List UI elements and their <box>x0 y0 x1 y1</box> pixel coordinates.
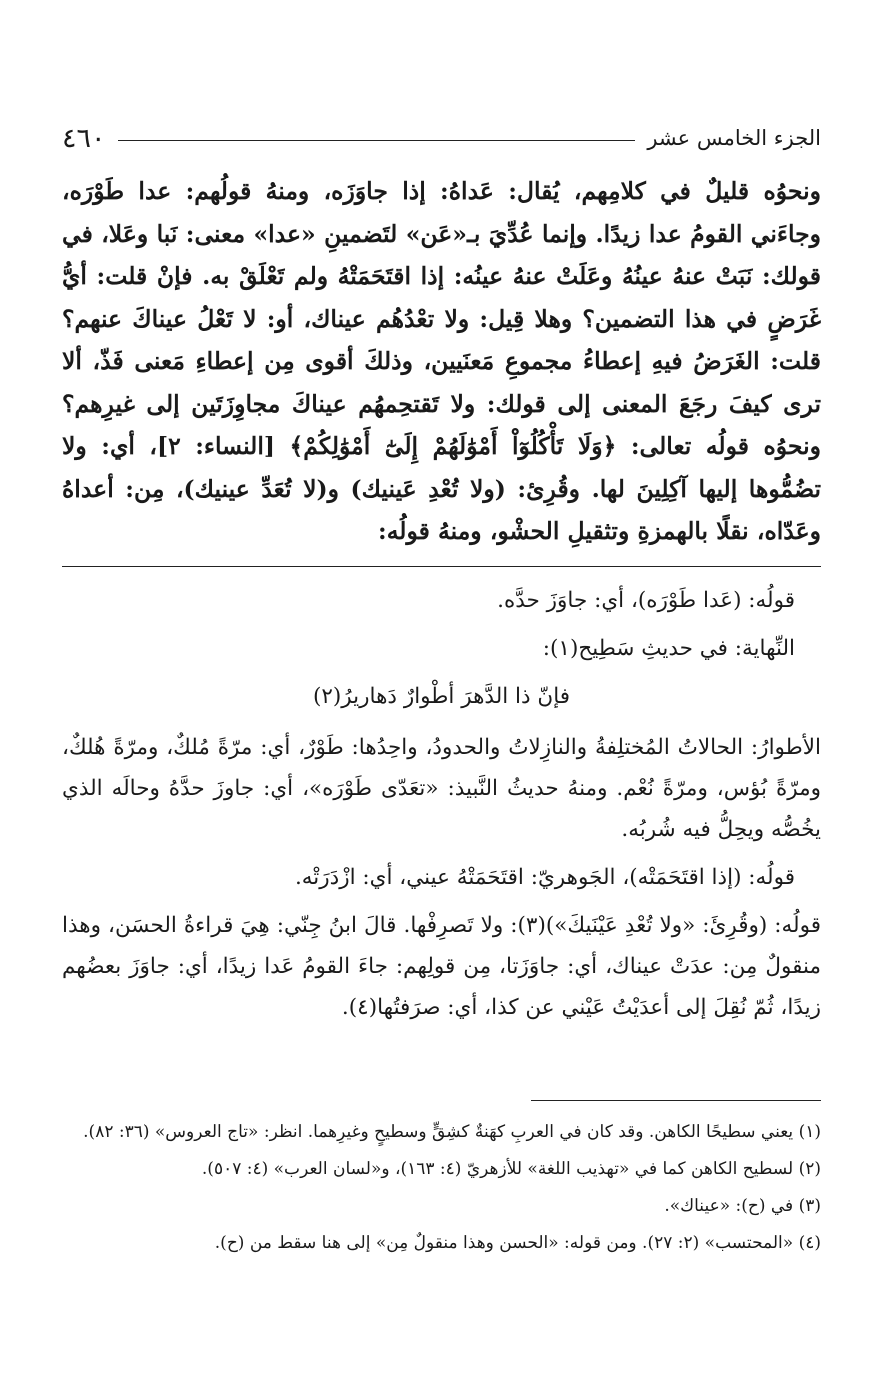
footnotes <box>62 1116 821 1264</box>
commentary <box>62 580 821 1035</box>
commentary-paragraph: قولُه: (وقُرِئَ: «ولا تُعْدِ عَيْنَيكَ»)(٣): ولا تَصرِفْها. قالَ ابنُ جِنّي: هِيَ قراءةُ الحسَن، وهذا منقولٌ مِن: عدَتْ عيناك، أي: جاوَزَتا، مِن قولِهم: جاءَ القومُ عَدا زيدًا، أي: جاوَزَ بعضُهم زيدًا، ثُمّ نُقِلَ إلى أعدَيْتُ عَيْني عن كذا، أي: صرَفتُها(٤). <box>62 913 821 1020</box>
footnote: (٤) «المحتسب» (٢: ٢٧). ومن قوله: «الحسن وهذا منقولٌ مِن» إلى هنا سقط من (ح). <box>214 1233 821 1253</box>
main-text <box>62 170 821 553</box>
footnote: (٣) في (ح): «عيناك». <box>664 1196 821 1216</box>
page-header <box>62 118 821 158</box>
footnote-divider <box>531 1100 821 1101</box>
part-title: الجزء الخامس عشر <box>647 126 821 150</box>
commentary-paragraph: الأطوارُ: الحالاتُ المُختلِفةُ والنازِلاتُ والحدودُ، واحِدُها: طَوْرٌ، أي: مرّةً مُلكٌ، ومرّةً هُلكٌ، ومرّةً بُؤس، ومرّةً نُعْم. ومنهُ حديثُ النَّبيذ: «تعَدّى طَوْرَه»، أي: جاوزَ حدَّهُ وحالَه الذي يخُصُّه ويحِلُّ فيه شُربُه. <box>62 735 821 842</box>
main-text-divider <box>62 566 821 567</box>
poetry-verse: فإنّ ذا الدَّهرَ أطْوارٌ دَهاريرُ(٢) <box>312 684 571 709</box>
commentary-paragraph: قولُه: (عَدا طَوْرَه)، أي: جاوَزَ حدَّه. <box>497 588 795 613</box>
footnote: (٢) لسطيح الكاهن كما في «تهذيب اللغة» للأزهريّ (٤: ١٦٣)، و«لسان العرب» (٤: ٥٠٧). <box>201 1159 821 1179</box>
footnote: (١) يعني سطيحًا الكاهن. وقد كان في العربِ كهَنةٌ كشِقٍّ وسطيحٍ وغيرِهما. انظر: «تاج العروس» (٣٦: ٨٢). <box>83 1122 821 1142</box>
commentary-paragraph: النِّهاية: في حديثِ سَطِيح(١): <box>542 636 795 661</box>
main-paragraph: ونحوُه قليلٌ في كلامِهم، يُقال: عَداهُ: إذا جاوَزَه، ومنهُ قولُهم: عدا طَوْرَه، وجاءَني القومُ عدا زيدًا. وإنما عُدِّيَ بـ«عَن» لتَضمينِ «عدا» معنى: نَبا وعَلا، في قولك: نَبَتْ عنهُ عينُهُ وعَلَتْ عنهُ عينُه: إذا اقتَحَمَتْهُ ولم تَعْلَقْ به. فإنْ قلت: أيُّ غَرَضٍ في هذا التضمين؟ وهلا قِيل: ولا تعْدُهُم عيناك، أو: لا تَعْلُ عيناكَ عنهم؟ قلت: الغَرَضُ فيهِ إعطاءُ مجموعِ مَعنَيين، وذلكَ أقوى مِن إعطاءِ مَعنى فَذّ، ألا ترى كيفَ رجَعَ المعنى إلى قولك: ولا تَقتحِمهُم عيناكَ مجاوِزَتَين إلى غيرِهم؟ ونحوُه قولُه تعالى: ﴿وَلَا تَأْكُلُوٓاْ أَمْوَٰلَهُمْ إِلَىٰٓ أَمْوَٰلِكُمْ﴾ [النساء: ٢]، أي: ولا تضُمُّوها إليها آكِلِينَ لها. وقُرِئ: (ولا تُعْدِ عَينيك) و(لا تُعَدِّ عينيك)، مِن: أعداهُ وعَدّاه، نقلًا بالهمزةِ وتثقيلِ الحشْو، ومنهُ قولُه: <box>62 177 821 545</box>
header-rule <box>118 140 636 141</box>
page-number: ٤٦٠ <box>62 122 106 154</box>
commentary-paragraph: قولُه: (إذا اقتَحَمَتْه)، الجَوهريّ: اقتَحَمَتْهُ عيني، أي: ازْدَرَتْه. <box>294 865 795 890</box>
